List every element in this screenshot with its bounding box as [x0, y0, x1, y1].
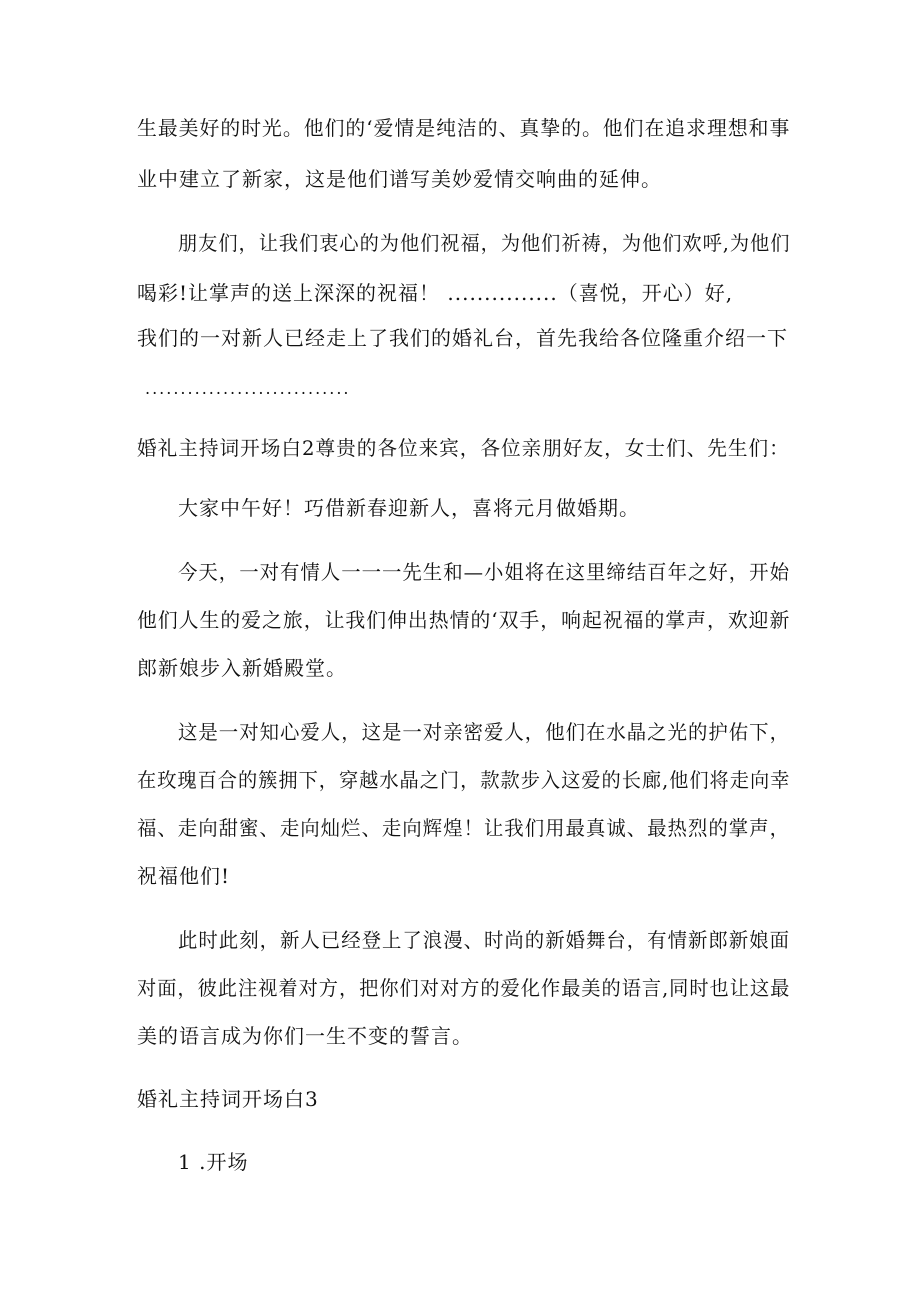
- paragraph-line: 生最美好的时光。他们的‘爱情是纯洁的、真挚的。他们在追求理想和事: [137, 116, 791, 140]
- paragraph-line: 美的语言成为你们一生不变的誓言。: [137, 1024, 473, 1048]
- section-heading-2: 婚礼主持词开场白2尊贵的各位来宾，各位亲朋好友，女士们、先生们：: [137, 436, 790, 460]
- paragraph-line: 朋友们，让我们衷心的为他们祝福，为他们祈祷，为他们欢呼,为他们: [178, 231, 791, 255]
- paragraph-line: 大家中午好！巧借新春迎新人，喜将元月做婚期。: [178, 496, 640, 520]
- paragraph-line: 福、走向甜蜜、走向灿烂、走向辉煌！让我们用最真诚、最热烈的掌声，: [137, 816, 790, 840]
- paragraph-line: 我们的一对新人已经走上了我们的婚礼台，首先我给各位隆重介绍一下: [137, 326, 788, 350]
- paragraph-line: 对面，彼此注视着对方，把你们对对方的爱化作最美的语言,同时也让这最: [137, 976, 791, 1000]
- paragraph-line: 这是一对知心爱人，这是一对亲密爱人，他们在水晶之光的护佑下，: [178, 720, 790, 744]
- paragraph-line: 喝彩!让掌声的送上深深的祝福！ ...............（喜悦，开心）好,: [137, 281, 734, 305]
- section-heading-3: 婚礼主持词开场白3: [137, 1087, 319, 1111]
- paragraph-line: 今天，一对有情人一一一先生和—小姐将在这里缔结百年之好，开始: [178, 560, 790, 584]
- paragraph-line: 业中建立了新家，这是他们谱写美妙爱情交响曲的延伸。: [137, 167, 662, 191]
- paragraph-line: 他们人生的爱之旅，让我们伸出热情的‘双手，响起祝福的掌声，欢迎新: [137, 608, 791, 632]
- dotted-leader: .............................: [145, 379, 351, 398]
- paragraph-line: 郎新娘步入新婚殿堂。: [137, 656, 347, 680]
- list-item-1: 1 .开场: [178, 1150, 249, 1174]
- paragraph-line: 祝福他们!: [137, 864, 231, 888]
- paragraph-line: 此时此刻，新人已经登上了浪漫、时尚的新婚舞台，有情新郎新娘面: [178, 928, 790, 952]
- paragraph-line: 在玫瑰百合的簇拥下，穿越水晶之门，款款步入这爱的长廊,他们将走向幸: [137, 768, 791, 792]
